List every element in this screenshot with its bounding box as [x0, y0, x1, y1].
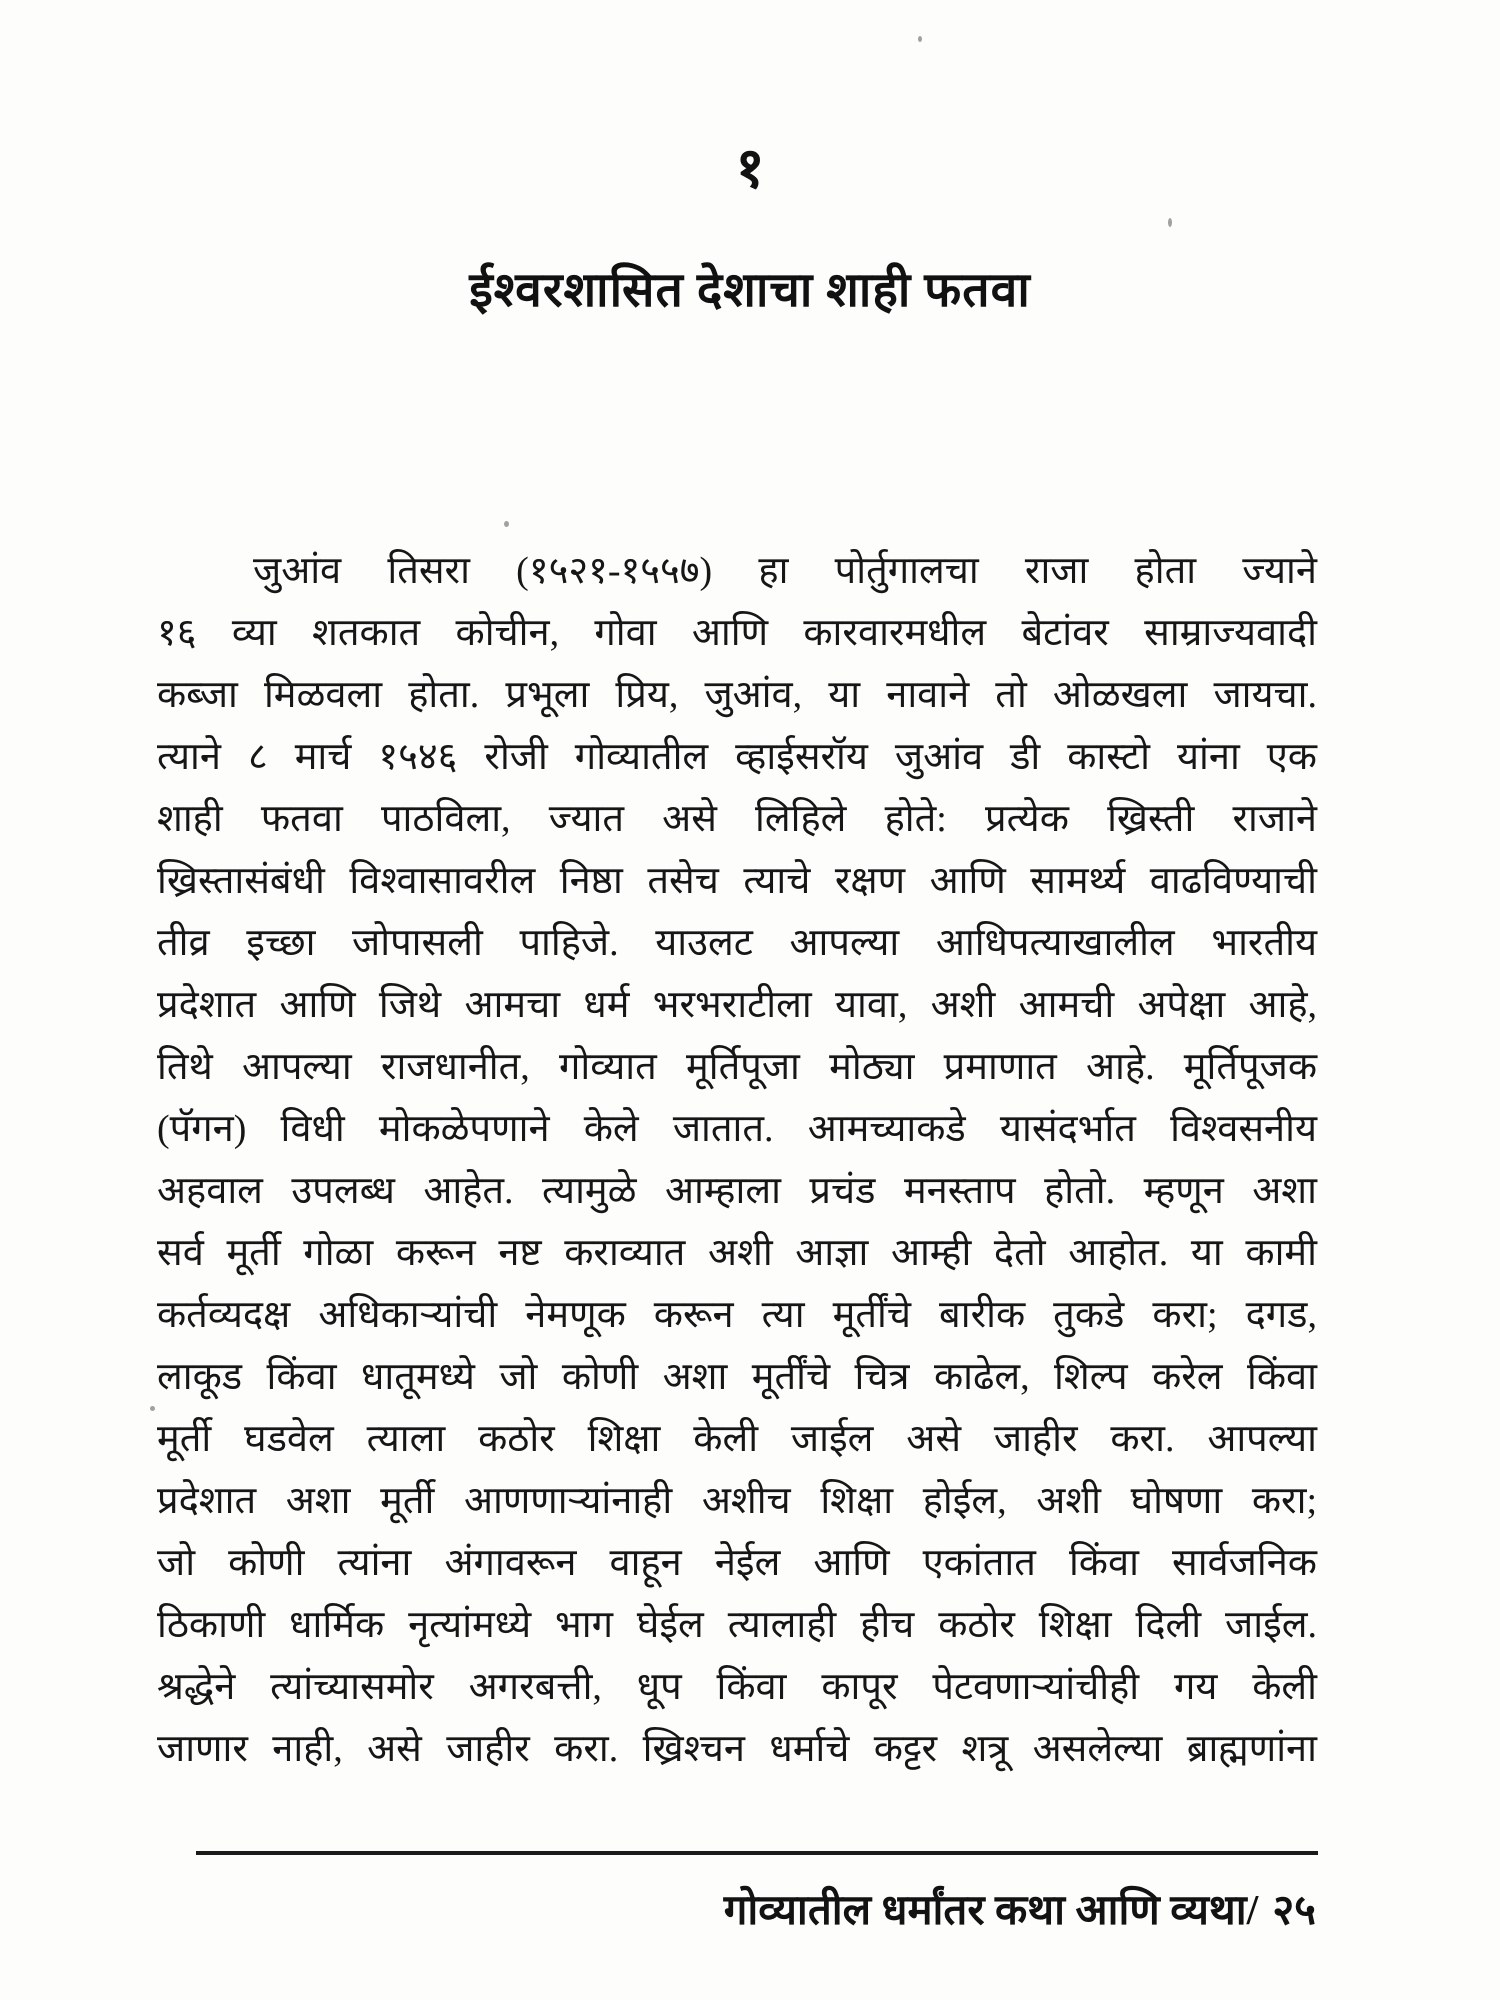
body-line: त्याने ८ मार्च १५४६ रोजी गोव्यातील व्हाईसरॉय जुआंव डी कास्टो यांना एक — [157, 736, 1317, 778]
footer-divider — [196, 1851, 1318, 1855]
body-line: ठिकाणी धार्मिक नृत्यांमध्ये भाग घेईल त्यालाही हीच कठोर शिक्षा दिली जाईल. — [157, 1604, 1317, 1646]
footer — [724, 1880, 1316, 1937]
scan-speck — [918, 36, 922, 42]
chapter-title: ईश्वरशासित देशाचा शाही फतवा — [469, 264, 1031, 317]
body-line: जाणार नाही, असे जाहीर करा. ख्रिश्चन धर्माचे कट्टर शत्रू असलेल्या ब्राह्मणांना — [157, 1728, 1317, 1770]
body-line: जो कोणी त्यांना अंगावरून वाहून नेईल आणि एकांतात किंवा सार्वजनिक — [157, 1542, 1317, 1584]
scan-speck — [1168, 218, 1172, 227]
body-line: प्रदेशात अशा मूर्ती आणणाऱ्यांनाही अशीच शिक्षा होईल, अशी घोषणा करा; — [157, 1480, 1317, 1522]
footer-text: गोव्यातील धर्मांतर कथा आणि व्यथा/ — [723, 1888, 1259, 1934]
scan-speck — [504, 521, 509, 527]
body-line: मूर्ती घडवेल त्याला कठोर शिक्षा केली जाईल असे जाहीर करा. आपल्या — [157, 1418, 1317, 1460]
body-line: सर्व मूर्ती गोळा करून नष्ट कराव्यात अशी आज्ञा आम्ही देतो आहोत. या कामी — [157, 1232, 1317, 1274]
chapter-number: १ — [735, 138, 765, 200]
body-line: (पॅगन) विधी मोकळेपणाने केले जातात. आमच्याकडे यासंदर्भात विश्वसनीय — [157, 1108, 1317, 1150]
body-line: अहवाल उपलब्ध आहेत. त्यामुळे आम्हाला प्रचंड मनस्ताप होतो. म्हणून अशा — [157, 1170, 1317, 1212]
body-line: कब्जा मिळवला होता. प्रभूला प्रिय, जुआंव, या नावाने तो ओळखला जायचा. — [157, 674, 1317, 716]
body-line: श्रद्धेने त्यांच्यासमोर अगरबत्ती, धूप किंवा कापूर पेटवणाऱ्यांचीही गय केली — [157, 1666, 1317, 1708]
body-line: प्रदेशात आणि जिथे आमचा धर्म भरभराटीला यावा, अशी आमची अपेक्षा आहे, — [157, 984, 1317, 1026]
body-line: शाही फतवा पाठविला, ज्यात असे लिहिले होते: प्रत्येक ख्रिस्ती राजाने — [157, 798, 1317, 840]
body-line: १६ व्या शतकात कोचीन, गोवा आणि कारवारमधील बेटांवर साम्राज्यवादी — [157, 612, 1317, 654]
scan-speck — [150, 1406, 155, 1411]
body-line: ख्रिस्तासंबंधी विश्वासावरील निष्ठा तसेच त्याचे रक्षण आणि सामर्थ्य वाढविण्याची — [157, 860, 1317, 902]
body-line: तीव्र इच्छा जोपासली पाहिजे. याउलट आपल्या आधिपत्याखालील भारतीय — [157, 922, 1317, 964]
page-number: २५ — [1272, 1888, 1316, 1934]
body-line: जुआंव तिसरा (१५२१-१५५७) हा पोर्तुगालचा राजा होता ज्याने — [253, 550, 1317, 592]
body-line: कर्तव्यदक्ष अधिकाऱ्यांची नेमणूक करून त्या मूर्तींचे बारीक तुकडे करा; दगड, — [157, 1294, 1317, 1336]
body-line: लाकूड किंवा धातूमध्ये जो कोणी अशा मूर्तींचे चित्र काढेल, शिल्प करेल किंवा — [157, 1356, 1317, 1398]
body-line: तिथे आपल्या राजधानीत, गोव्यात मूर्तिपूजा मोठ्या प्रमाणात आहे. मूर्तिपूजक — [157, 1046, 1317, 1088]
body-text — [157, 540, 1317, 1780]
